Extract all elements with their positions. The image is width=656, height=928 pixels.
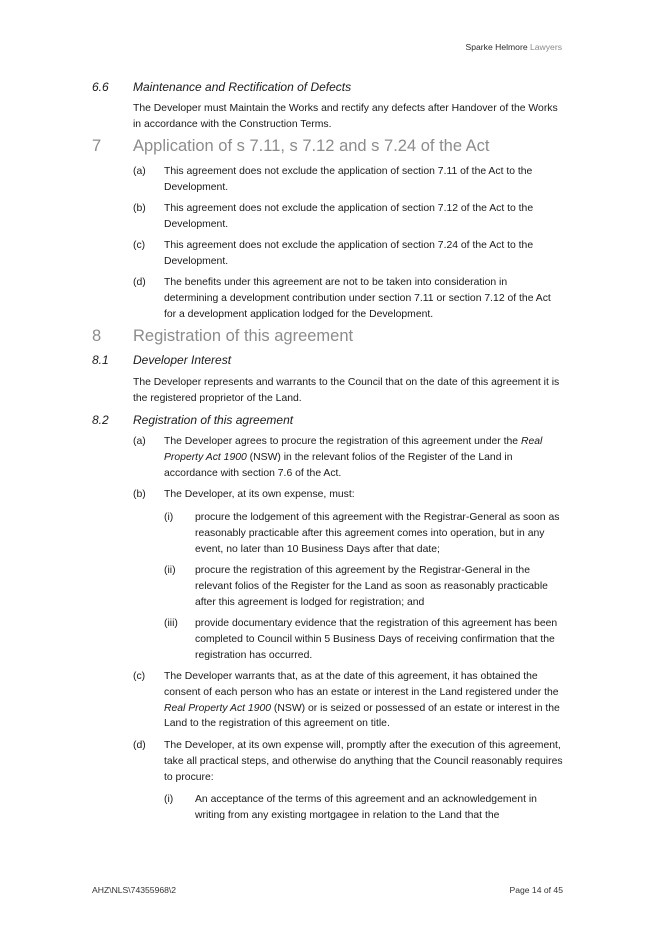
subclause-text: procure the registration of this agreement by the Registrar-General in the relevant folios of the Register for the Land as soon as reasonably practicable after this agreement is lodged for registration; and bbox=[195, 565, 548, 608]
heading-title: Maintenance and Rectification of Defects bbox=[133, 80, 352, 94]
clause-text-part: The Developer warrants that, as at the date of this agreement, it has obtained the consent of each person who has an estate or interest in the Land registered under the bbox=[164, 671, 559, 698]
clause-label: (a) bbox=[133, 436, 146, 447]
clause-label: (d) bbox=[133, 277, 146, 288]
clause-label: (c) bbox=[133, 671, 146, 682]
firm-name: Sparke Helmore bbox=[465, 42, 528, 52]
subclause-text: provide documentary evidence that the registration of this agreement has been completed to Council within 5 Business Days of receiving confirmation that the registration has occurred. bbox=[195, 618, 558, 661]
clause-label: (b) bbox=[133, 203, 146, 214]
paragraph-6-6: The Developer must Maintain the Works and rectify any defects after Handover of the Works in accordance with the Construction Terms. bbox=[133, 103, 558, 130]
heading-title: Application of s 7.11, s 7.12 and s 7.24 of the Act bbox=[133, 137, 490, 155]
subclause-text: procure the lodgement of this agreement with the Registrar-General as soon as reasonably practicable after this agreement comes into operation, but in any event, no later than 10 Business Days after that date; bbox=[195, 512, 560, 555]
clause-label: (c) bbox=[133, 240, 146, 251]
clause-text-part: The Developer agrees to procure the registration of this agreement under the bbox=[164, 436, 521, 447]
subclause-8-2-d-i bbox=[164, 792, 563, 824]
document-reference: AHZ\NLS\74355968\2 bbox=[92, 885, 177, 895]
clause-8-2-c bbox=[133, 669, 563, 732]
clause-7-d bbox=[133, 275, 563, 322]
heading-title: Registration of this agreement bbox=[133, 413, 294, 427]
clause-7-a bbox=[133, 164, 563, 196]
clause-label: (a) bbox=[133, 166, 146, 177]
clause-text: This agreement does not exclude the application of section 7.24 of the Act to the Development. bbox=[164, 240, 534, 267]
firm-suffix: Lawyers bbox=[530, 42, 562, 52]
subclause-text: An acceptance of the terms of this agreement and an acknowledgement in writing from any existing mortgagee in relation to the Land that the bbox=[195, 794, 537, 821]
act-name: Real Property Act 1900 bbox=[164, 436, 543, 463]
subclause-8-2-b-iii bbox=[164, 616, 563, 663]
clause-label: (d) bbox=[133, 740, 146, 751]
heading-number: 8.2 bbox=[92, 413, 109, 427]
subclause-label: (i) bbox=[164, 512, 174, 523]
heading-8 bbox=[92, 327, 353, 346]
clause-7-c bbox=[133, 238, 563, 270]
heading-number: 6.6 bbox=[92, 80, 109, 94]
clause-text-part: (NSW) or is seized or possessed of an estate or interest in the Land to the registration of this agreement on title. bbox=[164, 702, 560, 730]
clause-8-2-b bbox=[133, 487, 563, 503]
heading-title: Developer Interest bbox=[133, 353, 232, 367]
subclause-8-2-b-ii bbox=[164, 563, 563, 610]
clause-text: This agreement does not exclude the application of section 7.11 of the Act to the Development. bbox=[164, 166, 533, 193]
paragraph-8-1: The Developer represents and warrants to the Council that on the date of this agreement it is the registered proprietor of the Land. bbox=[133, 377, 560, 404]
page-header bbox=[466, 42, 562, 52]
act-name: Real Property Act 1900 bbox=[164, 702, 272, 714]
heading-8-2 bbox=[92, 413, 293, 427]
subclause-8-2-b-i bbox=[164, 510, 563, 557]
clause-text: The Developer, at its own expense will, promptly after the execution of this agreement, take all practical steps, and otherwise do anything that the Council reasonably requires to procure: bbox=[164, 740, 563, 783]
subclause-label: (ii) bbox=[164, 565, 176, 576]
clause-7-b bbox=[133, 201, 563, 233]
heading-number: 7 bbox=[92, 137, 102, 155]
clause-8-2-d bbox=[133, 738, 563, 785]
heading-number: 8.1 bbox=[92, 353, 109, 367]
clause-text: The benefits under this agreement are not to be taken into consideration in determining a development contribution under section 7.11 or section 7.12 of the Act for a development application lodged for the Development. bbox=[164, 277, 551, 320]
clause-text bbox=[164, 669, 563, 732]
clause-label: (b) bbox=[133, 489, 146, 500]
clause-text-part: (NSW) in the relevant folios of the Register of the Land in accordance with section 7.6 of the Act. bbox=[164, 451, 513, 479]
heading-8-1 bbox=[92, 353, 231, 367]
heading-number: 8 bbox=[92, 327, 102, 345]
clause-text: The Developer, at its own expense, must: bbox=[164, 489, 355, 500]
page-number: Page 14 of 45 bbox=[509, 885, 563, 895]
heading-6-6 bbox=[92, 80, 351, 94]
clause-8-2-a bbox=[133, 434, 563, 481]
clause-text: This agreement does not exclude the application of section 7.12 of the Act to the Development. bbox=[164, 203, 534, 230]
subclause-label: (i) bbox=[164, 794, 174, 805]
clause-text bbox=[164, 434, 563, 481]
subclause-label: (iii) bbox=[164, 618, 178, 629]
heading-title: Registration of this agreement bbox=[133, 327, 354, 345]
heading-7 bbox=[92, 137, 490, 156]
